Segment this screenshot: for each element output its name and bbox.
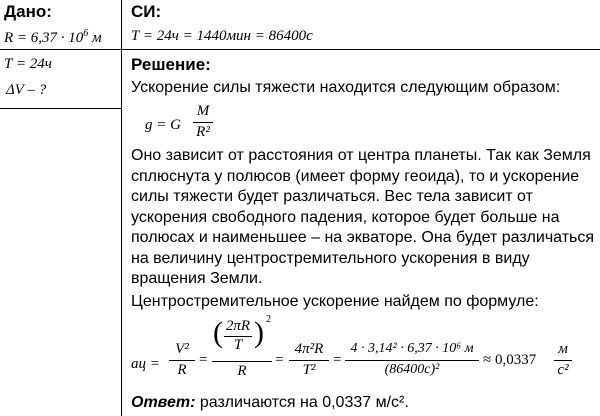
given-header: Дано: [4,2,52,21]
f3-numerator: 4π²R [294,341,324,357]
f1-bar [169,360,195,361]
equals-1: = [199,352,208,368]
f2-denominator: R [237,363,247,379]
given-find: ΔV – ? [6,82,47,98]
given-radius: $R = 6,37 \cdot 10^6$ м [4,28,102,46]
f4-bar [345,360,479,361]
answer-line [131,394,409,412]
f2-left-paren: ( [213,316,223,349]
unit-numerator: м [558,341,568,357]
gravity-fraction-bar [193,122,213,123]
f1-numerator: V² [175,341,189,357]
f2-bar [212,361,272,362]
centripetal-lhs: aц = [131,356,160,372]
solution-paragraph-3: Центростремительное ускорение найдем по формуле: [131,293,539,310]
equals-3: = [333,352,342,368]
f4-denominator: (86400с)² [384,362,440,377]
gravity-formula-denominator: R² [196,124,210,140]
unit-denominator: с² [557,362,569,378]
gravity-formula-lhs: g = G [145,117,181,133]
gravity-formula-numerator: M [196,103,210,119]
given-period: T = 24ч [4,56,52,72]
answer-label: Ответ: [131,394,196,411]
equals-2: = [275,352,284,368]
column-divider [121,0,122,416]
approx-value: ≈ 0,0337 [483,352,537,368]
f4-numerator: 4 · 3,14² · 6,37 · 10⁶ м [350,341,474,356]
solution-header: Решение: [131,55,211,74]
solution-paragraph-2: Оно зависит от расстояния от центра планеты. Так как Земля сплюснута у полюсов (имеет форму геоида), то и ускорение силы тяжести будет различаться. Вес тела зависит от ускорения свободного падения, которое будет больше на полюсах и наименьшее – на экваторе. Она будет различаться на величину центростремительного ускорения в виду вращения Земли. [131,147,595,287]
header-divider [0,49,600,50]
f2-power: 2 [266,314,271,325]
f3-denominator: T² [302,362,316,378]
si-conversion: T = 24ч = 1440мин = 86400с [131,28,313,44]
solution-paragraph-1: Ускорение силы тяжести находится следующим образом: [131,79,561,96]
f1-denominator: R [177,362,187,378]
f3-bar [289,360,329,361]
f2-right-paren: ) [254,316,264,349]
si-header: СИ: [131,2,162,21]
given-divider [0,108,121,109]
answer-text: различаются на 0,0337 м/с². [195,394,409,411]
unit-bar [554,360,572,361]
f2-inner-denominator: T [233,337,243,353]
f2-inner-numerator: 2πR [225,318,251,334]
